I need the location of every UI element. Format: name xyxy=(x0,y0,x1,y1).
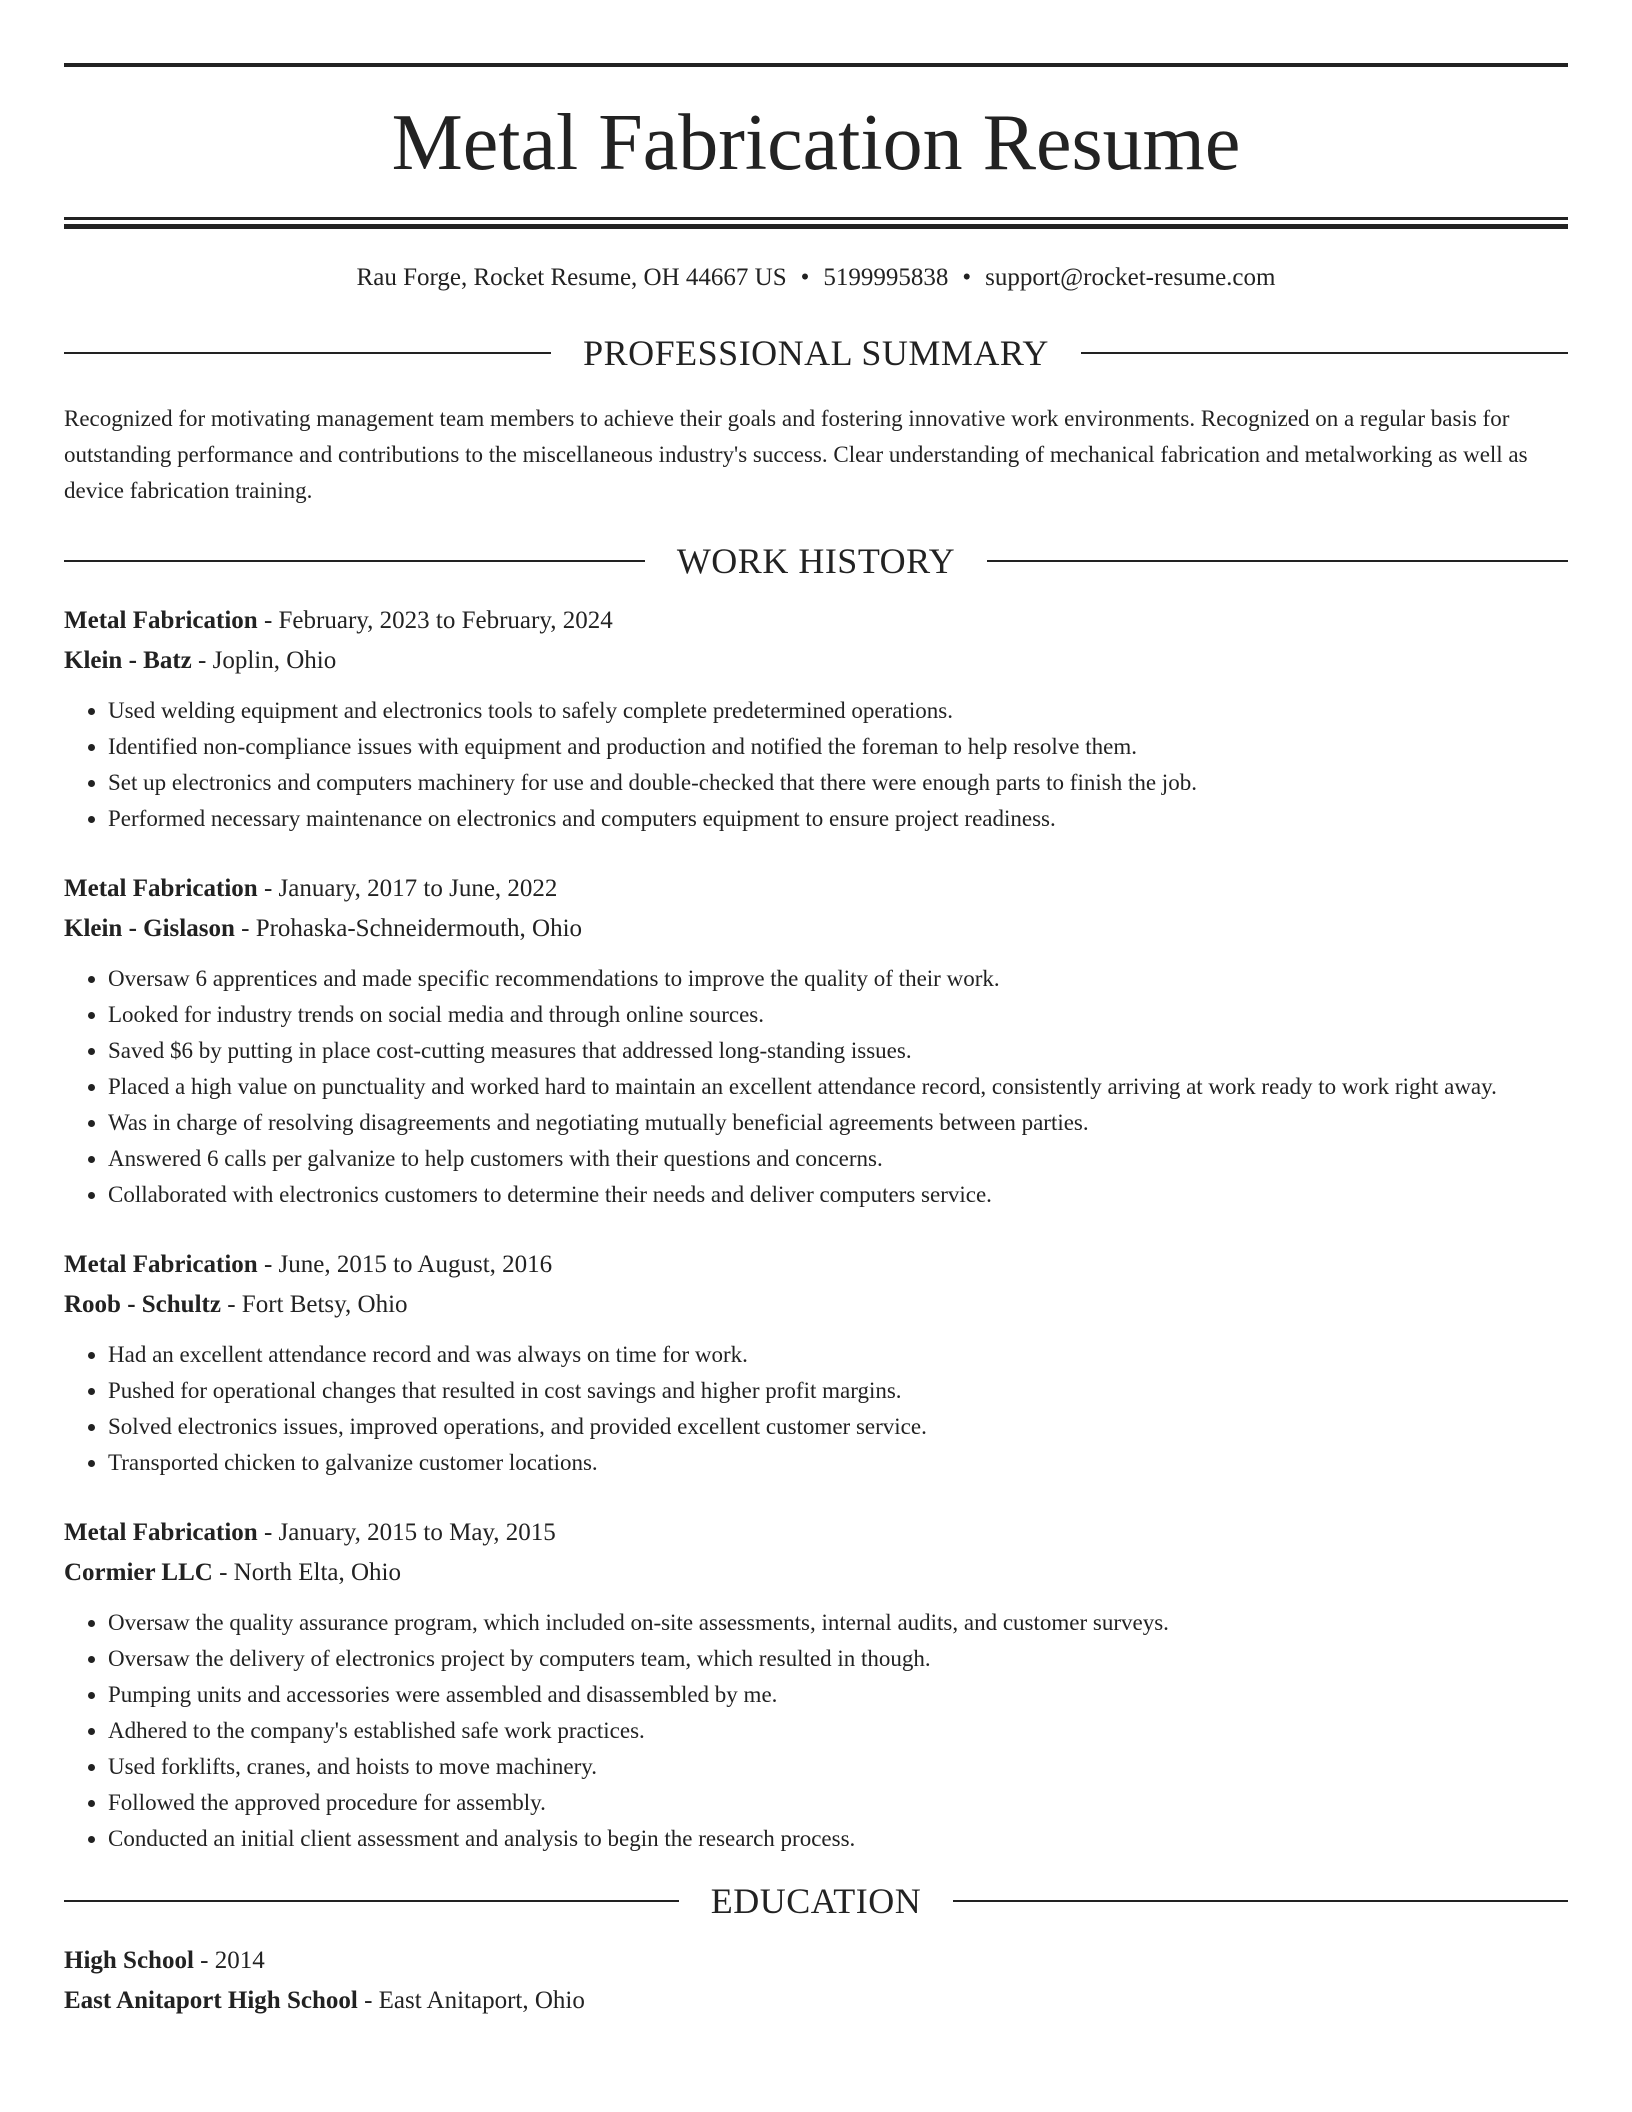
education-location: - East Anitaport, Ohio xyxy=(357,1987,585,2014)
education-entry xyxy=(64,1941,1568,2021)
job-entry xyxy=(64,1513,1568,1857)
job-dates: - February, 2023 to February, 2024 xyxy=(257,607,613,634)
resume-title: Metal Fabrication Resume xyxy=(391,99,1241,187)
job-bullet: • Followed the approved procedure for assembly. xyxy=(108,1785,1568,1821)
job-dates: - January, 2017 to June, 2022 xyxy=(257,875,558,902)
contact-line xyxy=(64,263,1568,293)
job-bullet: • Pushed for operational changes that resulted in cost savings and higher profit margins. xyxy=(108,1373,1568,1409)
job-bullet: • Used welding equipment and electronics tools to safely complete predetermined operations. xyxy=(108,693,1568,729)
job-dates: - January, 2015 to May, 2015 xyxy=(257,1519,556,1546)
job-company-line xyxy=(64,641,1568,681)
job-bullet: • Looked for industry trends on social media and through online sources. xyxy=(108,997,1568,1033)
job-title-line xyxy=(64,869,1568,909)
job-bullet: • Used forklifts, cranes, and hoists to move machinery. xyxy=(108,1749,1568,1785)
contact-separator: • xyxy=(962,264,972,291)
contact-separator: • xyxy=(800,264,810,291)
job-company-line xyxy=(64,1285,1568,1325)
job-title: Metal Fabrication xyxy=(64,607,258,634)
job-title: Metal Fabrication xyxy=(64,875,258,902)
job-bullet-list xyxy=(64,1337,1568,1481)
job-company: Klein - Batz xyxy=(64,647,192,674)
job-title-line xyxy=(64,601,1568,641)
job-bullet: • Oversaw 6 apprentices and made specific recommendations to improve the quality of their work. xyxy=(108,961,1568,997)
work-history-heading xyxy=(64,543,1568,579)
job-entry xyxy=(64,601,1568,837)
job-title: Metal Fabrication xyxy=(64,1519,258,1546)
job-title-line xyxy=(64,1245,1568,1285)
summary-heading-text: PROFESSIONAL SUMMARY xyxy=(583,333,1049,373)
job-bullet: • Adhered to the company's established safe work practices. xyxy=(108,1713,1568,1749)
title-double-rule xyxy=(64,217,1568,229)
job-bullet: • Was in charge of resolving disagreements and negotiating mutually beneficial agreements between parties. xyxy=(108,1105,1568,1141)
work-history-list xyxy=(64,601,1568,1857)
job-bullet: • Placed a high value on punctuality and worked hard to maintain an excellent attendance record, consistently arriving at work ready to work right away. xyxy=(108,1069,1568,1105)
job-bullet: • Transported chicken to galvanize customer locations. xyxy=(108,1445,1568,1481)
heading-rule-right xyxy=(953,1900,1568,1902)
job-bullet: • Saved $6 by putting in place cost-cutting measures that addressed long-standing issues. xyxy=(108,1033,1568,1069)
job-title-line xyxy=(64,1513,1568,1553)
contact-email: support@rocket-resume.com xyxy=(985,264,1276,291)
job-dates: - June, 2015 to August, 2016 xyxy=(257,1251,553,1278)
job-bullet: • Performed necessary maintenance on electronics and computers equipment to ensure project readiness. xyxy=(108,801,1568,837)
top-rule xyxy=(64,63,1568,67)
contact-phone: 5199995838 xyxy=(823,264,949,291)
job-bullet: • Set up electronics and computers machinery for use and double-checked that there were enough parts to finish the job. xyxy=(108,765,1568,801)
education-degree-line xyxy=(64,1941,1568,1981)
job-bullet-list xyxy=(64,1605,1568,1857)
job-company: Cormier LLC xyxy=(64,1559,213,1586)
work-history-heading-text: WORK HISTORY xyxy=(676,541,956,581)
heading-rule-right xyxy=(1081,352,1568,354)
job-entry xyxy=(64,869,1568,1213)
education-school-line xyxy=(64,1981,1568,2021)
job-entry xyxy=(64,1245,1568,1481)
job-location: - Prohaska-Schneidermouth, Ohio xyxy=(234,915,583,942)
summary-heading xyxy=(64,335,1568,371)
job-bullet: • Identified non-compliance issues with equipment and production and notified the foreman to help resolve them. xyxy=(108,729,1568,765)
job-bullet-list xyxy=(64,693,1568,837)
job-bullet: • Oversaw the quality assurance program, which included on-site assessments, internal audits, and customer surveys. xyxy=(108,1605,1568,1641)
contact-address: Rau Forge, Rocket Resume, OH 44667 US xyxy=(356,264,787,291)
heading-rule-right xyxy=(987,560,1568,562)
job-bullet: • Collaborated with electronics customers to determine their needs and deliver computers service. xyxy=(108,1177,1568,1213)
job-bullet-list xyxy=(64,961,1568,1213)
education-heading xyxy=(64,1883,1568,1919)
job-title: Metal Fabrication xyxy=(64,1251,258,1278)
heading-rule-left xyxy=(64,560,645,562)
job-bullet: • Pumping units and accessories were assembled and disassembled by me. xyxy=(108,1677,1568,1713)
job-company-line xyxy=(64,909,1568,949)
education-school: East Anitaport High School xyxy=(64,1987,358,2014)
job-company-line xyxy=(64,1553,1568,1593)
job-bullet: • Had an excellent attendance record and was always on time for work. xyxy=(108,1337,1568,1373)
professional-summary: Recognized for motivating management team members to achieve their goals and fostering innovative work environments. Recognized on a regular basis for outstanding performance and contributions to the miscellaneous industry's success. Clear understanding of mechanical fabrication and metalworking as well as device fabrication training. xyxy=(64,406,1528,503)
heading-rule-left xyxy=(64,1900,679,1902)
education-year: - 2014 xyxy=(193,1947,265,1974)
job-bullet: • Answered 6 calls per galvanize to help customers with their questions and concerns. xyxy=(108,1141,1568,1177)
job-company: Roob - Schultz xyxy=(64,1291,221,1318)
job-location: - Fort Betsy, Ohio xyxy=(220,1291,408,1318)
heading-rule-left xyxy=(64,352,551,354)
job-location: - Joplin, Ohio xyxy=(191,647,337,674)
job-location: - North Elta, Ohio xyxy=(212,1559,401,1586)
job-bullet: • Oversaw the delivery of electronics project by computers team, which resulted in though. xyxy=(108,1641,1568,1677)
job-company: Klein - Gislason xyxy=(64,915,235,942)
education-degree: High School xyxy=(64,1947,194,1974)
education-heading-text: EDUCATION xyxy=(710,1881,922,1921)
job-bullet: • Conducted an initial client assessment and analysis to begin the research process. xyxy=(108,1821,1568,1857)
job-bullet: • Solved electronics issues, improved operations, and provided excellent customer service. xyxy=(108,1409,1568,1445)
